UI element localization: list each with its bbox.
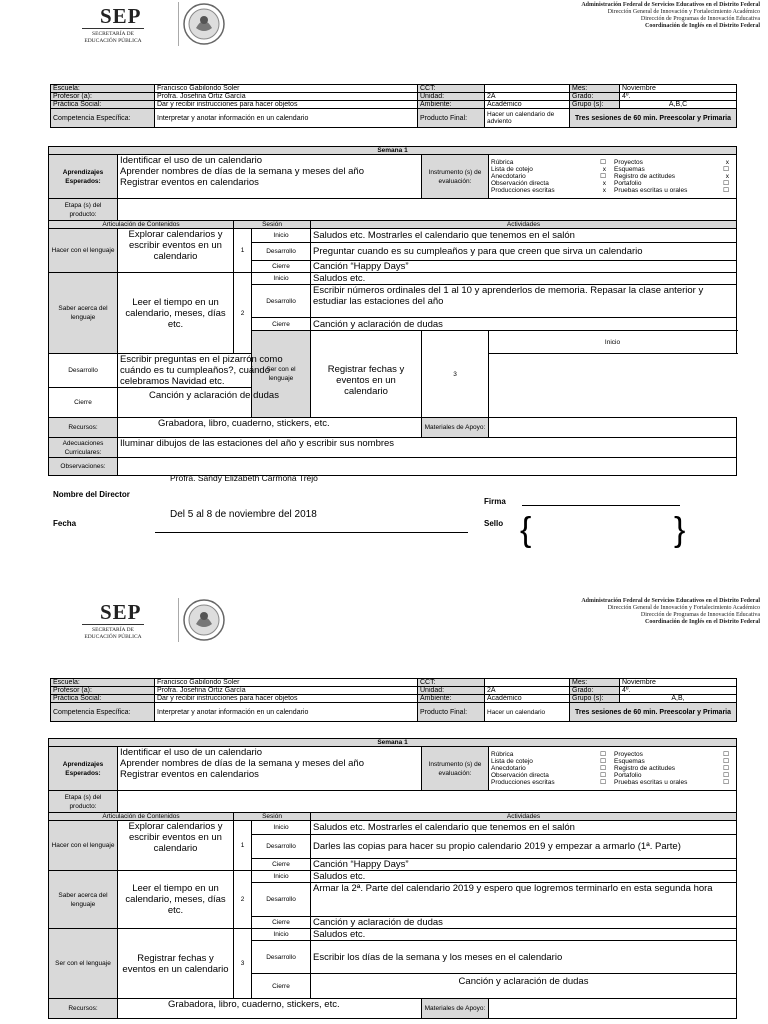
etapa-label: Etapa (s) del producto:: [49, 791, 118, 813]
activity-inicio-1: Saludos etc. Mostrarles el calendario que tenemos en el salón: [311, 229, 737, 243]
activity-inicio-2: Saludos etc.: [311, 871, 737, 883]
area-saber: Saber acerca del lenguaje: [49, 871, 118, 929]
competencia-value: Interpretar y anotar información en un calendario: [155, 703, 418, 722]
fecha-label: Fecha: [53, 519, 77, 528]
materiales-value: [489, 418, 737, 438]
plan-page-2: [0, 596, 768, 1024]
activity-cierre-2: Canción y aclaración de dudas: [311, 917, 737, 929]
instrumentos-left: Rúbrica ☐ Lista de cotejo ☐ Anecdotario ☐ Observación directa ☐ Producciones escritas ☐: [491, 751, 606, 786]
institution-header: Administración Federal de Servicios Educativos en el Distrito Federal Dirección General de Innovación y Fortalecimiento Académico Dirección de Programas de Innovación Educativa Coordinación de Inglés en el Distrito Federal: [581, 598, 760, 625]
instrumentos-left: Rúbrica ☐ Lista de cotejo x Anecdotario ☐ Observación directa x Producciones escritas x: [491, 159, 606, 194]
instrumentos-checklist: [489, 747, 737, 791]
cct-value: [485, 85, 570, 93]
activity-cierre-1: Canción “Happy Days”: [311, 859, 737, 871]
cierre-label: Cierre: [252, 859, 311, 871]
contenido-1: Explorar calendarios y escribir eventos en un calendario: [118, 229, 234, 273]
contenido-3: Registrar fechas y eventos en un calendario: [118, 929, 234, 999]
profesor-label: Profesor (a):: [51, 687, 155, 695]
aprendizajes-label: Aprendizajes Esperados:: [49, 747, 118, 791]
actividades-header: Actividades: [311, 221, 737, 229]
general-info-table: [50, 678, 737, 722]
instrumentos-right: Proyectos x Esquemas ☐ Registro de actitudes x Portafolio ☐ Pruebas escritas u orales ☐: [614, 159, 729, 194]
contenido-2: Leer el tiempo en un calendario, meses, días etc.: [118, 273, 234, 354]
activity-desarrollo-2: Armar la 2ª. Parte del calendario 2019 y espero que logremos terminarlo en esta segunda hora: [311, 883, 737, 917]
contenido-1: Explorar calendarios y escribir eventos en un calendario: [118, 821, 234, 871]
area-saber: Saber acerca del lenguaje: [49, 273, 118, 354]
session-num-2: 2: [234, 273, 252, 354]
materiales-label: Materiales de Apoyo:: [422, 418, 489, 438]
adecuaciones-value: Iluminar dibujos de las estaciones del año y escribir sus nombres: [118, 438, 737, 458]
competencia-label: Competencia Específica:: [51, 109, 155, 128]
instrumento-label: Instrumento (s) de evaluación:: [422, 747, 489, 791]
aprendizajes-label: Aprendizajes Esperados:: [49, 155, 118, 199]
director-label: Nombre del Director: [53, 490, 130, 499]
institution-header: Administración Federal de Servicios Educativos en el Distrito Federal Dirección General de Innovación y Fortalecimiento Académico Dirección de Programas de Innovación Educativa Coordinación de Inglés en el Distrito Federal: [581, 2, 760, 29]
practica-label: Práctica Social:: [51, 101, 155, 109]
sep-logo-rule: [82, 624, 144, 625]
producto-value: Hacer un calendario de adviento: [485, 109, 570, 128]
inicio-label: Inicio: [252, 229, 311, 243]
recursos-value: Grabadora, libro, cuaderno, stickers, etc.: [118, 999, 422, 1019]
escuela-label: Escuela:: [51, 85, 155, 93]
competencia-label: Competencia Específica:: [51, 703, 155, 722]
recursos-label: Recursos:: [49, 999, 118, 1019]
escuela-value: Francisco Gabilondo Soler: [155, 679, 418, 687]
sep-logo-text: SEP: [100, 600, 142, 624]
profesor-label: Profesor (a):: [51, 93, 155, 101]
desarrollo-label: Desarrollo: [252, 941, 311, 974]
etapa-value: [118, 791, 737, 813]
desarrollo-label: Desarrollo: [49, 354, 118, 388]
instrumento-label: Instrumento (s) de evaluación:: [422, 155, 489, 199]
sesion-header: Sesión: [234, 221, 311, 229]
materiales-value: [489, 999, 737, 1019]
sep-logo: [78, 600, 158, 642]
contenido-2: Leer el tiempo en un calendario, meses, días etc.: [118, 871, 234, 929]
inicio-label: Inicio: [252, 273, 311, 285]
sep-logo-subtitle: SECRETARÍA DE EDUCACIÓN PÚBLICA: [84, 31, 142, 44]
practica-value: Dar y recibir instrucciones para hacer objetos: [155, 695, 418, 703]
fecha-value: Del 5 al 8 de noviembre del 2018: [170, 509, 317, 520]
grado-value: 4º.: [620, 93, 737, 101]
activity-inicio-2: Saludos etc.: [311, 273, 737, 285]
etapa-value: [118, 199, 737, 221]
activity-desarrollo-1: Darles las copias para hacer su propio calendario 2019 y empezar a armarlo (1ª. Parte): [311, 835, 737, 859]
ambiente-value: Académico: [485, 695, 570, 703]
competencia-value: Interpretar y anotar información en un calendario: [155, 109, 418, 128]
articulacion-header: Articulación de Contenidos: [49, 813, 234, 821]
inicio-label: Inicio: [252, 871, 311, 883]
desarrollo-label: Desarrollo: [252, 243, 311, 261]
grado-label: Grado:: [570, 93, 620, 101]
producto-label: Producto Final:: [418, 109, 485, 128]
contenido-3: Registrar fechas y eventos en un calendario: [311, 331, 422, 418]
sello-brace-left: {: [520, 511, 532, 549]
ambiente-value: Académico: [485, 101, 570, 109]
escuela-value: Francisco Gabilondo Soler: [155, 85, 418, 93]
aprendizajes-list: Identificar el uso de un calendario Aprender nombres de días de la semana y meses del año Registrar eventos en calendarios: [118, 155, 422, 199]
producto-label: Producto Final:: [418, 703, 485, 722]
area-ser: Ser con el lenguaje: [49, 929, 118, 999]
fecha-line: [155, 532, 468, 533]
ambiente-label: Ambiente:: [418, 695, 485, 703]
activity-cierre-1: Canción “Happy Days”: [311, 261, 737, 273]
recursos-label: Recursos:: [49, 418, 118, 438]
session-num-1: 1: [234, 229, 252, 273]
session-num-3: 3: [234, 929, 252, 999]
unidad-value: 2A: [485, 93, 570, 101]
ambiente-label: Ambiente:: [418, 101, 485, 109]
session-num-2: 2: [234, 871, 252, 929]
session-num-3: 3: [422, 331, 489, 418]
recursos-value: Grabadora, libro, cuaderno, stickers, etc.: [118, 418, 422, 438]
adecuaciones-label: Adecuaciones Curriculares:: [49, 438, 118, 458]
actividades-header: Actividades: [311, 813, 737, 821]
desarrollo-label: Desarrollo: [252, 883, 311, 917]
inicio-label: Inicio: [252, 929, 311, 941]
sello-brace-right: }: [674, 511, 686, 549]
grupo-value: A,B,C: [620, 101, 737, 109]
activity-desarrollo-3: Escribir preguntas en el pizarrón como cuándo es tu cumpleaños?, cuándo celebramos Navidad etc.: [118, 354, 311, 388]
activity-cierre-2: Canción y aclaración de dudas: [311, 318, 737, 331]
inicio-label: Inicio: [489, 331, 737, 354]
mes-label: Mes:: [570, 85, 620, 93]
cct-label: CCT:: [418, 679, 485, 687]
cierre-label: Cierre: [252, 261, 311, 273]
instrumentos-right: Proyectos ☐ Esquemas ☐ Registro de actitudes ☐ Portafolio ☐ Pruebas escritas u orales ☐: [614, 751, 729, 786]
week-plan-table: [48, 146, 737, 476]
inicio-label: Inicio: [252, 821, 311, 835]
sesiones-note: Tres sesiones de 60 min. Preescolar y Primaria: [570, 109, 737, 128]
grado-label: Grado:: [570, 687, 620, 695]
sep-logo: [78, 4, 158, 46]
desarrollo-label: Desarrollo: [252, 285, 311, 318]
practica-value: Dar y recibir instrucciones para hacer objetos: [155, 101, 418, 109]
activity-desarrollo-1: Preguntar cuando es su cumpleaños y para que creen que sirva un calendario: [311, 243, 737, 261]
practica-label: Práctica Social:: [51, 695, 155, 703]
grupo-value: A,B,: [620, 695, 737, 703]
mes-label: Mes:: [570, 679, 620, 687]
cct-label: CCT:: [418, 85, 485, 93]
sep-logo-subtitle: SECRETARÍA DE EDUCACIÓN PÚBLICA: [84, 627, 142, 640]
activity-inicio-3: Saludos etc.: [311, 929, 737, 941]
mexico-seal-icon: [178, 0, 226, 48]
escuela-label: Escuela:: [51, 679, 155, 687]
mes-value: Noviembre: [620, 85, 737, 93]
producto-value: Hacer un calendario: [485, 703, 570, 722]
teacher-name: Profra. Sandy Elizabeth Carmona Trejo: [170, 473, 318, 483]
cct-value: [485, 679, 570, 687]
activity-cierre-3: Canción y aclaración de dudas: [311, 974, 737, 999]
activity-inicio-1: Saludos etc. Mostrarles el calendario que tenemos en el salón: [311, 821, 737, 835]
cierre-label: Cierre: [252, 974, 311, 999]
desarrollo-label: Desarrollo: [252, 835, 311, 859]
sello-label: Sello: [484, 519, 504, 528]
cierre-label: Cierre: [49, 388, 118, 418]
articulacion-header: Articulación de Contenidos: [49, 221, 234, 229]
etapa-label: Etapa (s) del producto:: [49, 199, 118, 221]
observaciones-label: Observaciones:: [49, 458, 118, 476]
profesor-value: Profra. Josefina Ortiz García: [155, 93, 418, 101]
instrumentos-checklist: [489, 155, 737, 199]
general-info-table: [50, 84, 737, 128]
area-hacer: Hacer con el lenguaje: [49, 821, 118, 871]
unidad-label: Unidad:: [418, 93, 485, 101]
unidad-label: Unidad:: [418, 687, 485, 695]
cierre-label: Cierre: [252, 318, 311, 331]
activity-cierre-3: Canción y aclaración de dudas: [118, 388, 311, 418]
week-plan-table: [48, 738, 737, 1019]
semana-title: Semana 1: [49, 739, 737, 747]
grupo-label: Grupo (s):: [570, 101, 620, 109]
mexico-seal-icon: [178, 596, 226, 644]
sep-logo-rule: [82, 28, 144, 29]
sesiones-note: Tres sesiones de 60 min. Preescolar y Primaria: [570, 703, 737, 722]
activity-desarrollo-2: Escribir números ordinales del 1 al 10 y aprenderlos de memoria. Repasar la clase anterior y estudiar las estaciones del año: [311, 285, 737, 318]
materiales-label: Materiales de Apoyo:: [422, 999, 489, 1019]
grupo-label: Grupo (s):: [570, 695, 620, 703]
mes-value: Noviembre: [620, 679, 737, 687]
session-num-1: 1: [234, 821, 252, 871]
area-ser: Ser con el lenguaje: [252, 331, 311, 418]
activity-desarrollo-3: Escribir los días de la semana y los meses en el calendario: [311, 941, 737, 974]
grado-value: 4º.: [620, 687, 737, 695]
profesor-value: Profra. Josefina Ortiz García: [155, 687, 418, 695]
firma-label: Firma: [484, 497, 506, 506]
sesion-header: Sesión: [234, 813, 311, 821]
sep-logo-text: SEP: [100, 4, 142, 28]
area-hacer: Hacer con el lenguaje: [49, 229, 118, 273]
firma-line: [522, 505, 680, 506]
semana-title: Semana 1: [49, 147, 737, 155]
cierre-label: Cierre: [252, 917, 311, 929]
aprendizajes-list: Identificar el uso de un calendario Aprender nombres de días de la semana y meses del año Registrar eventos en calendarios: [118, 747, 422, 791]
unidad-value: 2A: [485, 687, 570, 695]
